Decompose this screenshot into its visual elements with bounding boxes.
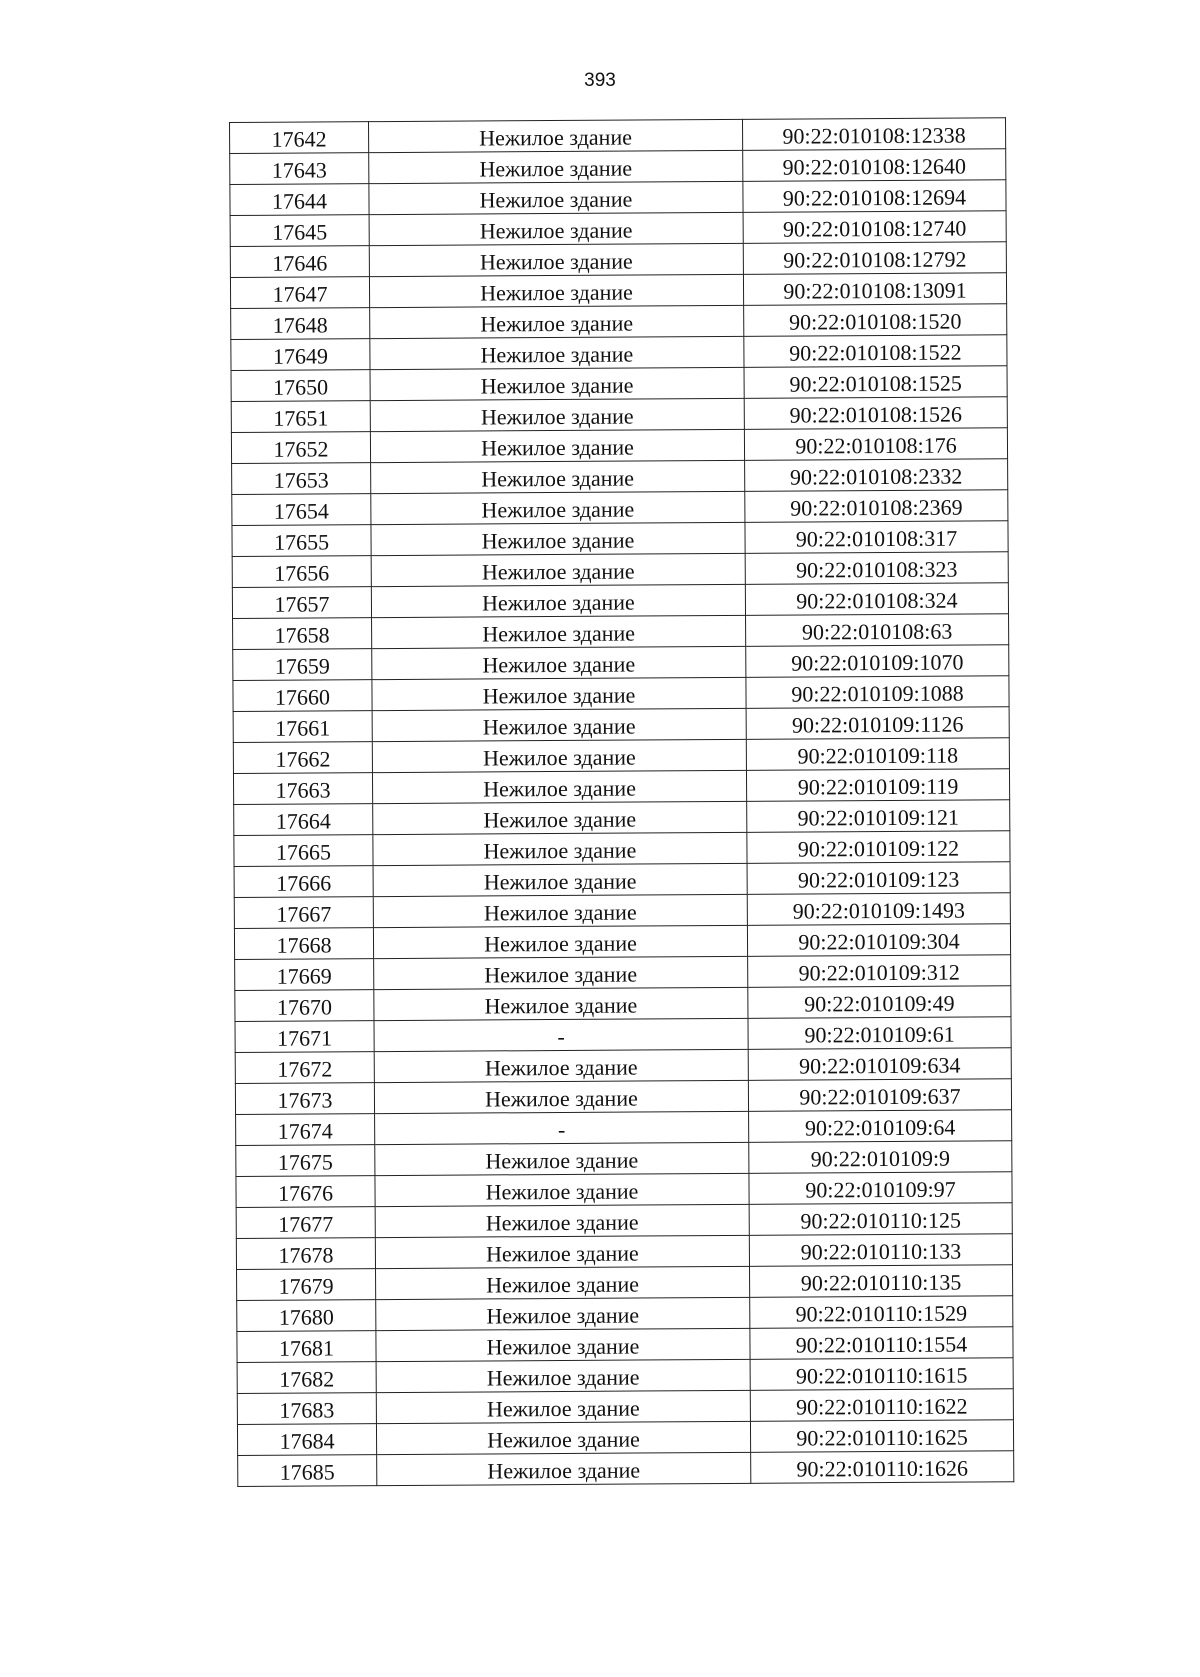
row-number-cell: 17665 [234,835,373,867]
cadastral-number-cell: 90:22:010109:1070 [746,645,1009,678]
table-row [231,428,1007,464]
cadastral-number-cell: 90:22:010109:637 [748,1079,1011,1112]
object-type-cell: Нежилое здание [375,1204,749,1237]
table-row [230,273,1006,309]
table-row [233,645,1009,681]
table-row [236,1141,1012,1177]
row-number-cell: 17680 [237,1300,376,1332]
table-row [233,707,1009,743]
table-row [232,583,1008,619]
cadastral-number-cell: 90:22:010110:135 [750,1265,1013,1298]
cadastral-number-cell: 90:22:010109:123 [747,862,1010,895]
object-type-cell: Нежилое здание [370,305,744,338]
cadastral-number-cell: 90:22:010108:12792 [743,242,1006,275]
row-number-cell: 17679 [237,1269,376,1301]
table-row [230,149,1006,185]
registry-table-body [230,118,1014,1487]
cadastral-number-cell: 90:22:010110:1622 [750,1389,1013,1422]
table-row [233,738,1009,774]
table-row [232,521,1008,557]
object-type-cell: Нежилое здание [375,1142,749,1175]
object-type-cell: Нежилое здание [374,1049,748,1082]
object-type-cell: Нежилое здание [375,1173,749,1206]
object-type-cell: Нежилое здание [369,243,743,276]
object-type-cell: Нежилое здание [371,491,745,524]
table-row [234,924,1010,960]
row-number-cell: 17678 [236,1238,375,1270]
cadastral-number-cell: 90:22:010108:2369 [745,490,1008,523]
table-row [236,1172,1012,1208]
cadastral-number-cell: 90:22:010108:1526 [744,397,1007,430]
table-row [238,1451,1014,1487]
cadastral-number-cell: 90:22:010109:9 [749,1141,1012,1174]
row-number-cell: 17646 [230,246,369,278]
row-number-cell: 17645 [230,215,369,247]
cadastral-number-cell: 90:22:010108:12740 [743,211,1006,244]
object-type-cell: Нежилое здание [369,150,743,183]
object-type-cell: - [375,1111,749,1144]
table-row [237,1389,1013,1425]
table-row [230,242,1006,278]
object-type-cell: Нежилое здание [377,1452,751,1485]
object-type-cell: Нежилое здание [372,677,746,710]
page-number: 393 [584,70,616,91]
row-number-cell: 17658 [233,618,372,650]
table-row [234,893,1010,929]
object-type-cell: Нежилое здание [373,863,747,896]
row-number-cell: 17664 [234,804,373,836]
table-row [231,335,1007,371]
cadastral-number-cell: 90:22:010110:125 [749,1203,1012,1236]
cadastral-number-cell: 90:22:010108:13091 [743,273,1006,306]
table-row [234,831,1010,867]
cadastral-number-cell: 90:22:010109:312 [748,955,1011,988]
object-type-cell: Нежилое здание [370,429,744,462]
cadastral-number-cell: 90:22:010110:1554 [750,1327,1013,1360]
table-row [233,769,1009,805]
row-number-cell: 17685 [238,1455,377,1487]
row-number-cell: 17663 [233,773,372,805]
cadastral-number-cell: 90:22:010108:12338 [742,118,1005,151]
table-row [235,1079,1011,1115]
table-row [232,552,1008,588]
cadastral-number-cell: 90:22:010109:1493 [747,893,1010,926]
table-row [236,1203,1012,1239]
table-row [232,459,1008,495]
object-type-cell: Нежилое здание [376,1421,750,1454]
table-row [232,490,1008,526]
table-row [236,1110,1012,1146]
row-number-cell: 17661 [233,711,372,743]
table-row [230,118,1006,154]
object-type-cell: Нежилое здание [371,553,745,586]
table-row [231,366,1007,402]
row-number-cell: 17684 [237,1424,376,1456]
table-row [237,1296,1013,1332]
object-type-cell: Нежилое здание [371,460,745,493]
cadastral-number-cell: 90:22:010109:121 [747,800,1010,833]
object-type-cell: Нежилое здание [371,522,745,555]
row-number-cell: 17647 [230,277,369,309]
object-type-cell: Нежилое здание [372,615,746,648]
row-number-cell: 17642 [230,122,369,154]
row-number-cell: 17662 [233,742,372,774]
cadastral-number-cell: 90:22:010108:12694 [743,180,1006,213]
row-number-cell: 17671 [235,1021,374,1053]
table-row [236,1234,1012,1270]
row-number-cell: 17670 [235,990,374,1022]
table-row [233,614,1009,650]
table-row [234,862,1010,898]
object-type-cell: Нежилое здание [373,801,747,834]
row-number-cell: 17683 [237,1393,376,1425]
row-number-cell: 17675 [236,1145,375,1177]
row-number-cell: 17669 [235,959,374,991]
table-row [235,1017,1011,1053]
cadastral-number-cell: 90:22:010109:1088 [746,676,1009,709]
object-type-cell: Нежилое здание [374,1080,748,1113]
object-type-cell: Нежилое здание [372,770,746,803]
cadastral-number-cell: 90:22:010110:1615 [750,1358,1013,1391]
cadastral-number-cell: 90:22:010110:1625 [750,1420,1013,1453]
table-row [237,1420,1013,1456]
table-row [231,397,1007,433]
object-type-cell: Нежилое здание [373,832,747,865]
cadastral-number-cell: 90:22:010109:304 [747,924,1010,957]
table-row [231,304,1007,340]
row-number-cell: 17650 [231,370,370,402]
row-number-cell: 17654 [232,494,371,526]
row-number-cell: 17649 [231,339,370,371]
cadastral-number-cell: 90:22:010108:1522 [744,335,1007,368]
row-number-cell: 17677 [236,1207,375,1239]
cadastral-number-cell: 90:22:010109:634 [748,1048,1011,1081]
row-number-cell: 17682 [237,1362,376,1394]
object-type-cell: Нежилое здание [376,1328,750,1361]
row-number-cell: 17681 [237,1331,376,1363]
cadastral-number-cell: 90:22:010109:64 [749,1110,1012,1143]
table-row [235,986,1011,1022]
cadastral-number-cell: 90:22:010109:118 [746,738,1009,771]
row-number-cell: 17657 [232,587,371,619]
row-number-cell: 17651 [231,401,370,433]
object-type-cell: Нежилое здание [371,584,745,617]
row-number-cell: 17674 [236,1114,375,1146]
object-type-cell: Нежилое здание [372,708,746,741]
object-type-cell: Нежилое здание [376,1266,750,1299]
row-number-cell: 17666 [234,866,373,898]
object-type-cell: Нежилое здание [373,925,747,958]
object-type-cell: Нежилое здание [376,1297,750,1330]
table-row [237,1327,1013,1363]
object-type-cell: Нежилое здание [369,181,743,214]
cadastral-number-cell: 90:22:010109:1126 [746,707,1009,740]
registry-table [229,117,1014,1487]
object-type-cell: Нежилое здание [376,1359,750,1392]
cadastral-number-cell: 90:22:010108:12640 [743,149,1006,182]
object-type-cell: Нежилое здание [374,956,748,989]
cadastral-number-cell: 90:22:010108:63 [746,614,1009,647]
object-type-cell: Нежилое здание [373,894,747,927]
object-type-cell: - [374,1018,748,1051]
row-number-cell: 17659 [233,649,372,681]
table-row [237,1358,1013,1394]
cadastral-number-cell: 90:22:010108:1525 [744,366,1007,399]
object-type-cell: Нежилое здание [374,987,748,1020]
row-number-cell: 17652 [231,432,370,464]
object-type-cell: Нежилое здание [370,336,744,369]
cadastral-number-cell: 90:22:010108:317 [745,521,1008,554]
cadastral-number-cell: 90:22:010110:1529 [750,1296,1013,1329]
row-number-cell: 17668 [234,928,373,960]
cadastral-number-cell: 90:22:010109:122 [747,831,1010,864]
object-type-cell: Нежилое здание [372,739,746,772]
cadastral-number-cell: 90:22:010108:2332 [745,459,1008,492]
cadastral-number-cell: 90:22:010109:49 [748,986,1011,1019]
table-row [233,676,1009,712]
object-type-cell: Нежилое здание [372,646,746,679]
cadastral-number-cell: 90:22:010110:1626 [751,1451,1014,1484]
object-type-cell: Нежилое здание [369,212,743,245]
object-type-cell: Нежилое здание [369,274,743,307]
object-type-cell: Нежилое здание [370,367,744,400]
cadastral-number-cell: 90:22:010109:119 [746,769,1009,802]
row-number-cell: 17643 [230,153,369,185]
cadastral-number-cell: 90:22:010109:61 [748,1017,1011,1050]
row-number-cell: 17667 [234,897,373,929]
row-number-cell: 17672 [235,1052,374,1084]
cadastral-number-cell: 90:22:010110:133 [749,1234,1012,1267]
table-row [235,955,1011,991]
table-row [230,180,1006,216]
row-number-cell: 17656 [232,556,371,588]
cadastral-number-cell: 90:22:010108:324 [745,583,1008,616]
row-number-cell: 17673 [235,1083,374,1115]
table-row [237,1265,1013,1301]
table-row [235,1048,1011,1084]
cadastral-number-cell: 90:22:010109:97 [749,1172,1012,1205]
row-number-cell: 17655 [232,525,371,557]
object-type-cell: Нежилое здание [375,1235,749,1268]
object-type-cell: Нежилое здание [370,398,744,431]
object-type-cell: Нежилое здание [376,1390,750,1423]
row-number-cell: 17648 [231,308,370,340]
row-number-cell: 17676 [236,1176,375,1208]
object-type-cell: Нежилое здание [369,119,743,152]
cadastral-number-cell: 90:22:010108:1520 [744,304,1007,337]
table-row [234,800,1010,836]
table-row [230,211,1006,247]
row-number-cell: 17660 [233,680,372,712]
row-number-cell: 17644 [230,184,369,216]
cadastral-number-cell: 90:22:010108:323 [745,552,1008,585]
row-number-cell: 17653 [232,463,371,495]
cadastral-number-cell: 90:22:010108:176 [744,428,1007,461]
